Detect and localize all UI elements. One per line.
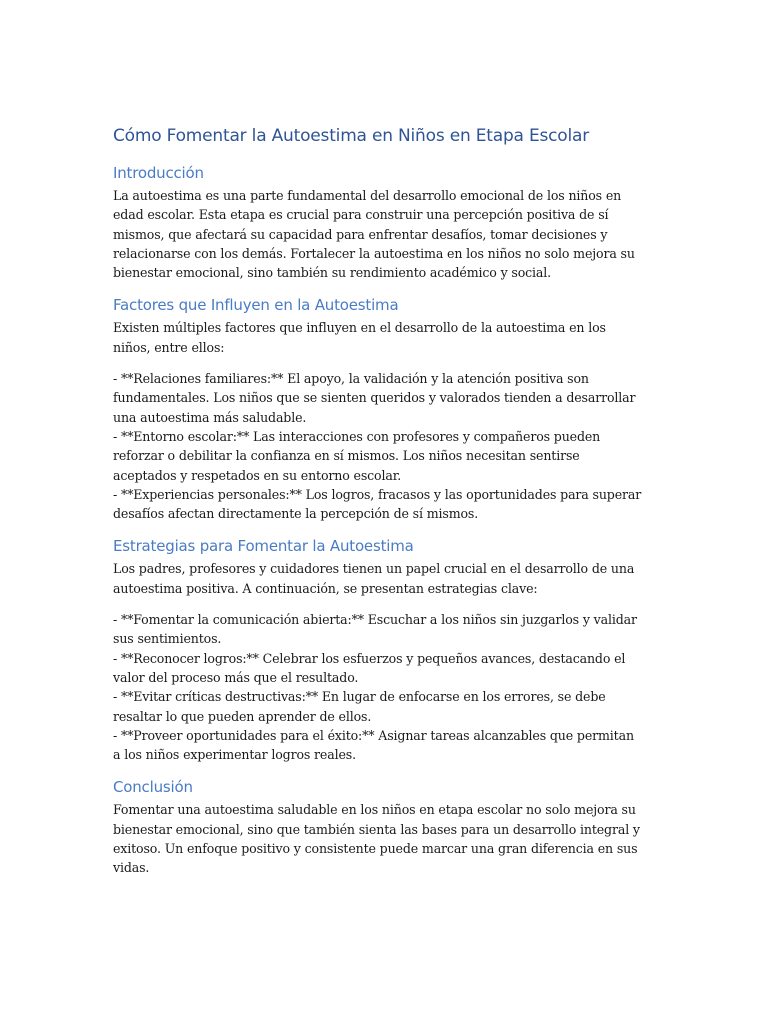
- section-heading: Factores que Influyen en la Autoestima: [113, 296, 399, 315]
- document-body: [113, 124, 643, 890]
- list-item: - **Evitar críticas destructivas:** En lugar de enfocarse en los errores, se debe resaltar lo que pueden aprender de ellos.: [113, 689, 606, 724]
- section-heading: Introducción: [113, 164, 204, 182]
- bullet-list: [113, 610, 643, 764]
- paragraph: Existen múltiples factores que influyen en el desarrollo de la autoestima en los niños, entre ellos:: [113, 320, 606, 355]
- paragraph: Fomentar una autoestima saludable en los niños en etapa escolar no solo mejora su bienestar emocional, sino que también sienta las bases para un desarrollo integral y exitoso. Un enfoque positivo y consistente puede marcar una gran diferencia en sus vidas.: [113, 802, 640, 876]
- list-item: - **Experiencias personales:** Los logros, fracasos y las oportunidades para superar desafíos afectan directamente la percepción de sí mismos.: [113, 486, 642, 522]
- list-item: - **Reconocer logros:** Celebrar los esfuerzos y pequeños avances, destacando el valor del proceso más que el resultado.: [113, 650, 626, 685]
- list-item: - **Proveer oportunidades para el éxito:** Asignar tareas alcanzables que permitan a los niños experimentar logros reales.: [113, 727, 634, 763]
- section-introduccion: [113, 162, 643, 282]
- list-item: - **Entorno escolar:** Las interacciones con profesores y compañeros pueden reforzar o debilitar la confianza en sí mismos. Los niños necesitan sentirse aceptados y respetados en su entorno escolar.: [113, 428, 601, 483]
- list-item: - **Fomentar la comunicación abierta:** Escuchar a los niños sin juzgarlos y validar sus sentimientos.: [113, 612, 637, 647]
- paragraph: Los padres, profesores y cuidadores tienen un papel crucial en el desarrollo de una autoestima positiva. A continuación, se presentan estrategias clave:: [113, 561, 635, 596]
- paragraph: La autoestima es una parte fundamental del desarrollo emocional de los niños en edad escolar. Esta etapa es crucial para construir una percepción positiva de sí mismos, que afectará su capacidad para enfrentar desafíos, tomar decisiones y relacionarse con los demás. Fortalecer la autoestima en los niños no solo mejora su bienestar emocional, sino también su rendimiento académico y social.: [113, 188, 635, 281]
- section-factores: [113, 294, 643, 523]
- section-estrategias: [113, 535, 643, 764]
- document-title: Cómo Fomentar la Autoestima en Niños en Etapa Escolar: [113, 126, 590, 146]
- section-heading: Conclusión: [113, 778, 193, 797]
- list-item: - **Relaciones familiares:** El apoyo, la validación y la atención positiva son fundamentales. Los niños que se sienten queridos y valorados tienden a desarrollar una autoestima más saludable.: [113, 371, 636, 425]
- section-conclusion: [113, 776, 643, 877]
- bullet-list: [113, 369, 643, 523]
- section-heading: Estrategias para Fomentar la Autoestima: [113, 537, 414, 556]
